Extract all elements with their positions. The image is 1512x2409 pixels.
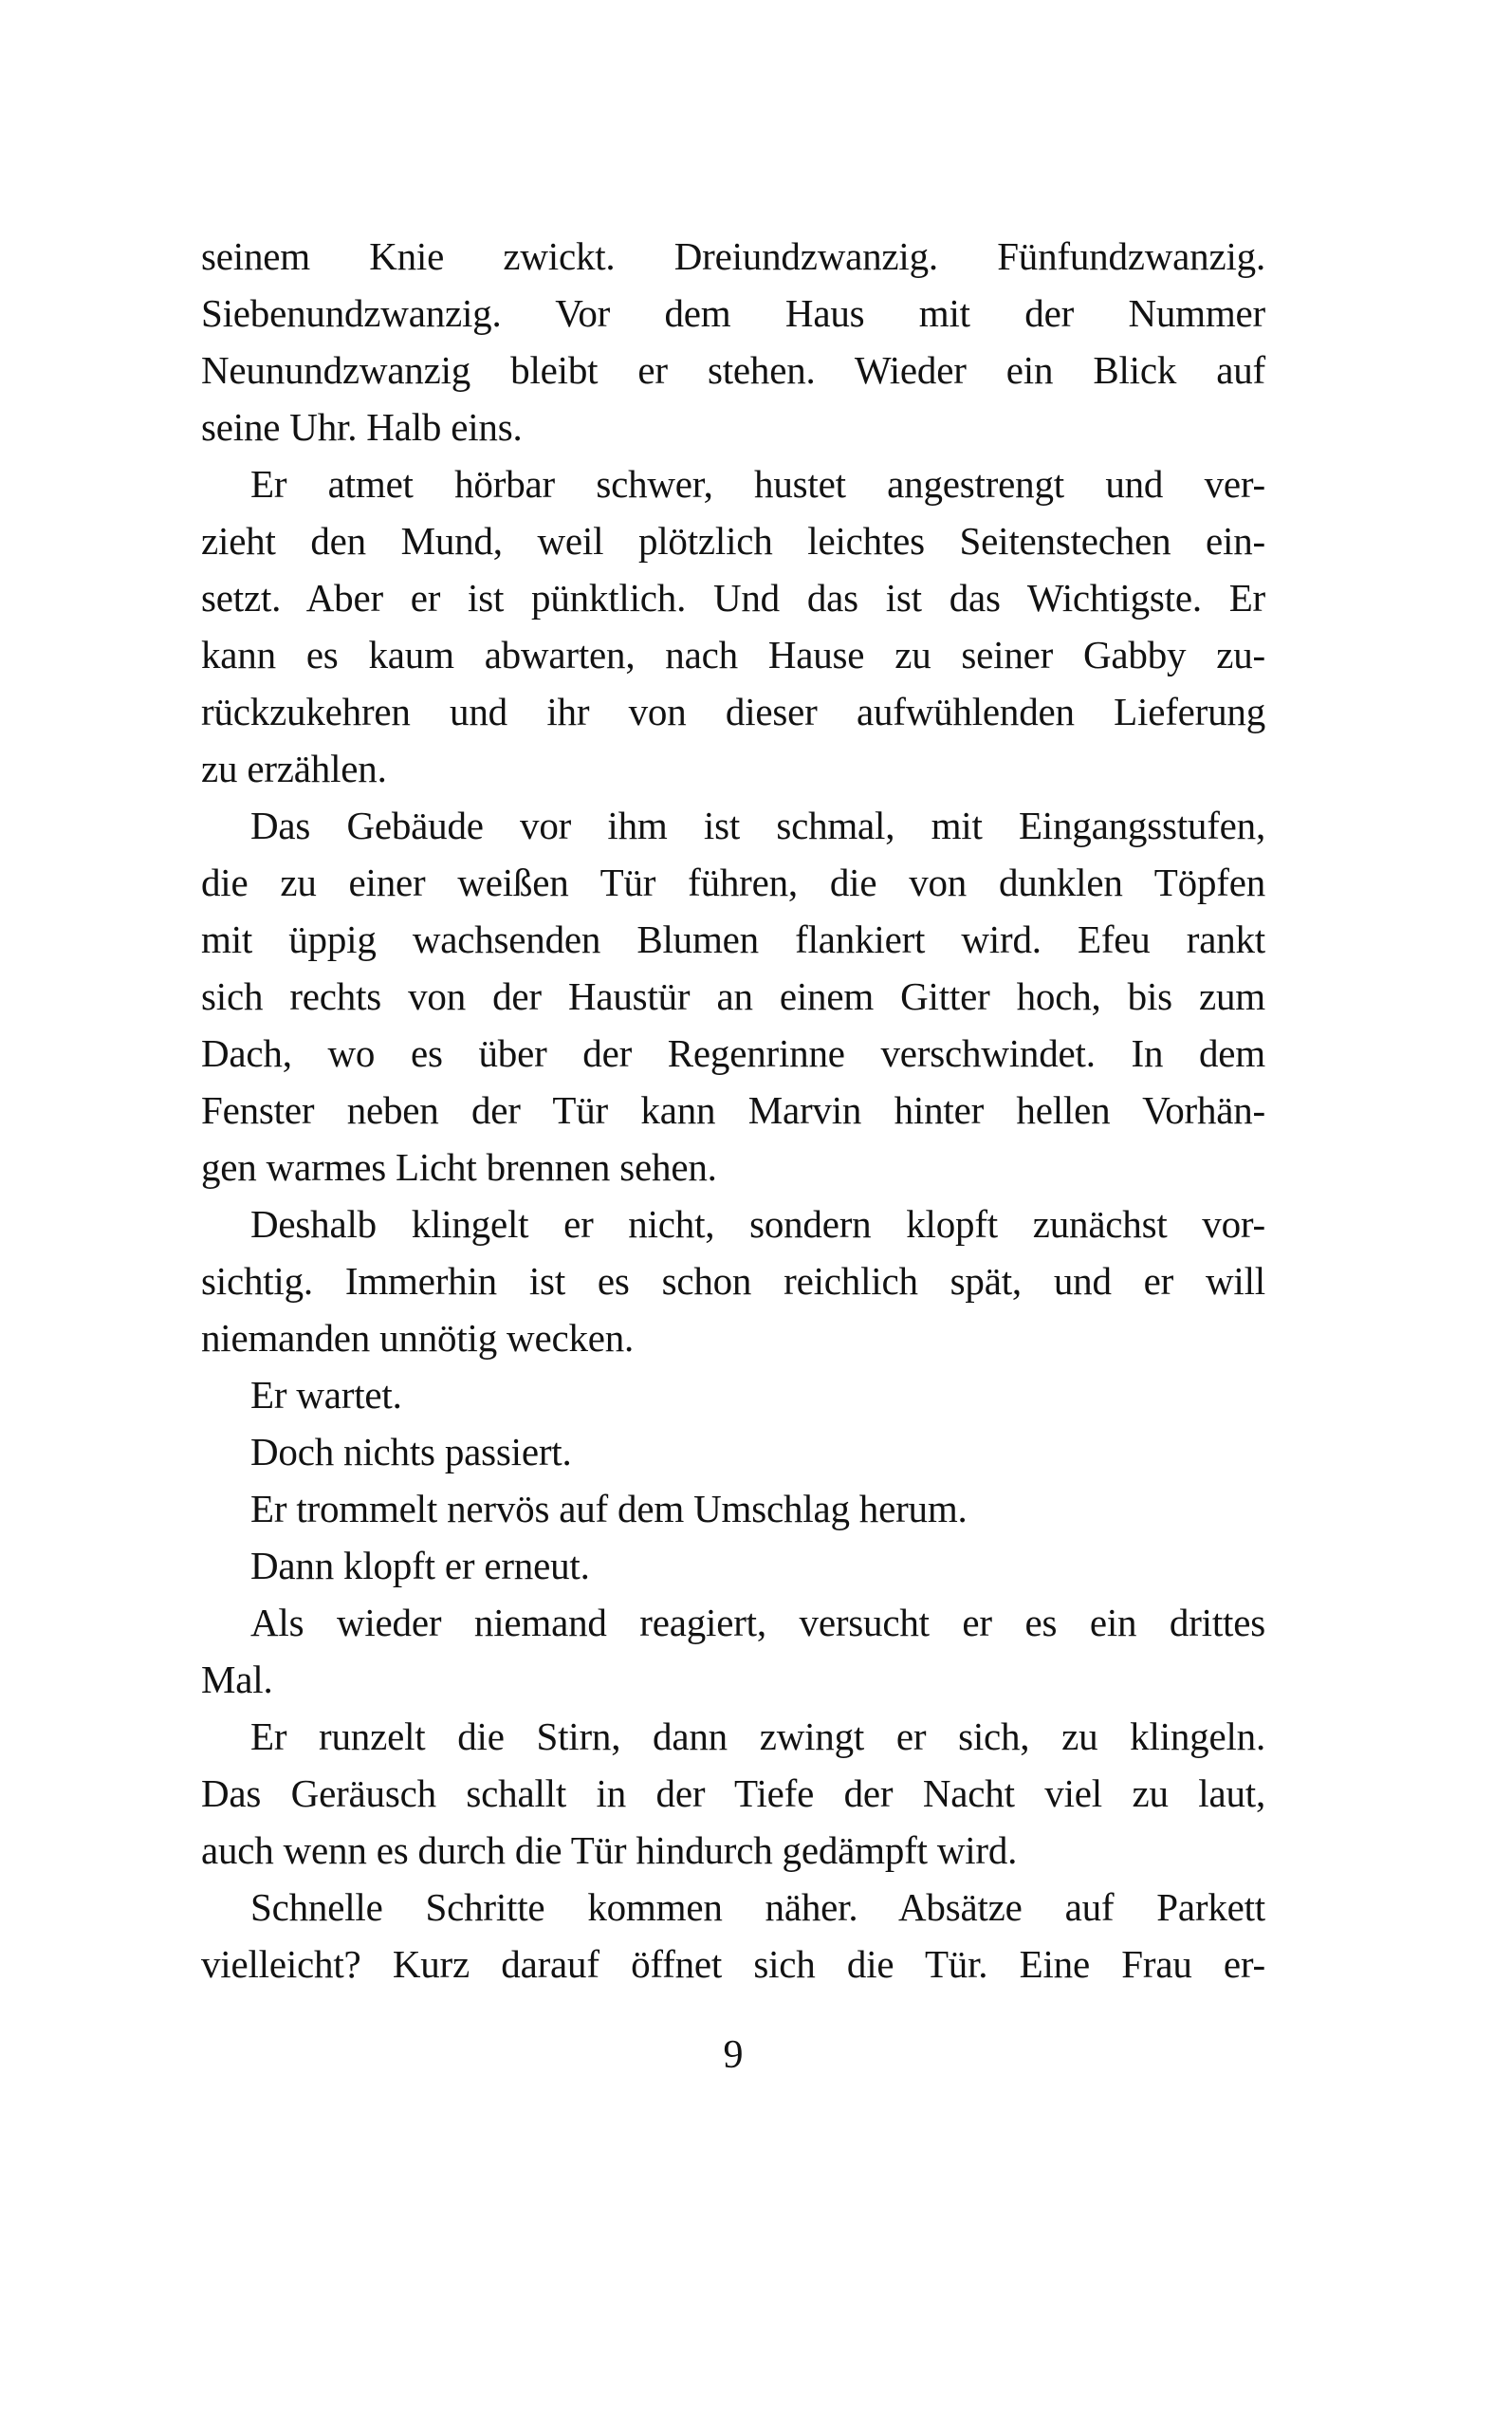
text-line: Deshalb klingelt er nicht, sondern klopft zunächst vor- <box>250 1202 1265 1246</box>
text-line: zu erzählen. <box>201 747 387 790</box>
text-line: gen warmes Licht brennen sehen. <box>201 1145 717 1189</box>
text-line: Er wartet. <box>250 1373 402 1417</box>
text-line: Er runzelt die Stirn, dann zwingt er sich, zu klingeln. <box>250 1714 1265 1758</box>
text-line: niemanden unnötig wecken. <box>201 1316 635 1360</box>
text-line: kann es kaum abwarten, nach Hause zu seiner Gabby zu- <box>201 633 1265 676</box>
text-line: seine Uhr. Halb eins. <box>201 405 523 449</box>
text-line: Das Geräusch schallt in der Tiefe der Nacht viel zu laut, <box>201 1771 1265 1815</box>
text-line: Fenster neben der Tür kann Marvin hinter hellen Vorhän- <box>201 1088 1265 1132</box>
text-line: seinem Knie zwickt. Dreiundzwanzig. Fünfundzwanzig. <box>201 234 1265 278</box>
text-line: sichtig. Immerhin ist es schon reichlich spät, und er will <box>201 1259 1265 1303</box>
text-line: mit üppig wachsenden Blumen flankiert wird. Efeu rankt <box>201 917 1265 961</box>
text-line: vielleicht? Kurz darauf öffnet sich die Tür. Eine Frau er- <box>201 1942 1265 1986</box>
text-line: Er atmet hörbar schwer, hustet angestrengt und ver- <box>250 462 1265 506</box>
page-number: 9 <box>723 2033 744 2077</box>
text-line: rückzukehren und ihr von dieser aufwühlenden Lieferung <box>201 690 1265 733</box>
text-line: Dann klopft er erneut. <box>250 1544 590 1587</box>
text-line: zieht den Mund, weil plötzlich leichtes Seitenstechen ein- <box>201 519 1265 563</box>
text-line: Als wieder niemand reagiert, versucht er es ein drittes <box>250 1601 1265 1644</box>
text-line: sich rechts von der Haustür an einem Gitter hoch, bis zum <box>201 974 1265 1018</box>
text-line: Schnelle Schritte kommen näher. Absätze auf Parkett <box>250 1885 1265 1929</box>
text-line: Dach, wo es über der Regenrinne verschwindet. In dem <box>201 1031 1265 1075</box>
text-line: Mal. <box>201 1658 273 1701</box>
text-line: auch wenn es durch die Tür hindurch gedämpft wird. <box>201 1828 1018 1872</box>
text-line: Siebenundzwanzig. Vor dem Haus mit der Nummer <box>201 291 1265 335</box>
page-text-block <box>201 228 1265 1992</box>
text-line: Doch nichts passiert. <box>250 1430 572 1473</box>
text-line: setzt. Aber er ist pünktlich. Und das ist das Wichtigste. Er <box>201 576 1265 620</box>
text-line: Neunundzwanzig bleibt er stehen. Wieder ein Blick auf <box>201 348 1265 392</box>
text-line: Das Gebäude vor ihm ist schmal, mit Eingangsstufen, <box>250 804 1265 847</box>
text-line: die zu einer weißen Tür führen, die von dunklen Töpfen <box>201 861 1265 904</box>
text-line: Er trommelt nervös auf dem Umschlag herum. <box>250 1487 968 1530</box>
